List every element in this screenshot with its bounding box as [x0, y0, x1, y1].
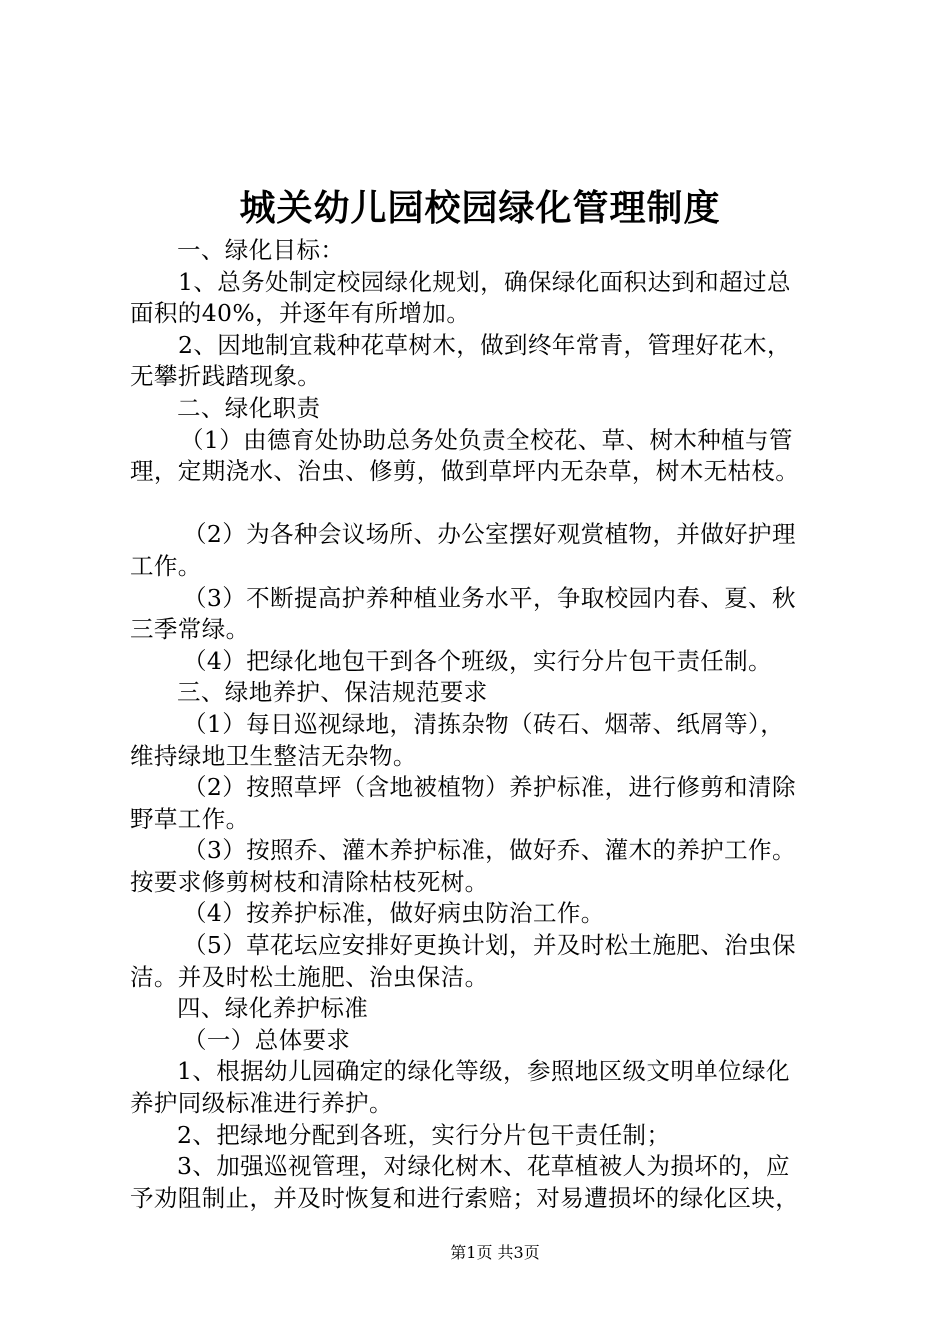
paragraph-line: 理，定期浇水、治虫、修剪，做到草坪内无杂草，树木无枯枝。 [130, 457, 800, 486]
paragraph-line: 无攀折践踏现象。 [130, 362, 322, 391]
paragraph-line: 洁。并及时松土施肥、治虫保洁。 [130, 962, 489, 991]
paragraph-line: 予劝阻制止，并及时恢复和进行索赔；对易遭损坏的绿化区块， [130, 1183, 800, 1212]
section-heading: 二、绿化职责 [177, 393, 321, 422]
paragraph-line: （1）由德育处协助总务处负责全校花、草、树木种植与管 [180, 425, 793, 454]
paragraph-line: （4）把绿化地包干到各个班级，实行分片包干责任制。 [183, 646, 772, 675]
section-heading: 三、绿地养护、保洁规范要求 [177, 678, 488, 707]
paragraph-line: 工作。 [130, 551, 202, 580]
blank-line [130, 488, 840, 520]
section-heading: 四、绿化养护标准 [177, 994, 369, 1023]
paragraph-line: 3、加强巡视管理，对绿化树木、花草植被人为损坏的，应 [177, 1152, 790, 1181]
paragraph-line: 按要求修剪树枝和清除枯枝死树。 [130, 867, 489, 896]
paragraph-line: 1、根据幼儿园确定的绿化等级，参照地区级文明单位绿化 [177, 1057, 790, 1086]
paragraph-line: （1）每日巡视绿地，清拣杂物（砖石、烟蒂、纸屑等）， [183, 709, 785, 738]
subsection-heading: （一）总体要求 [183, 1025, 351, 1054]
page-number-footer: 第1页 共3页 [450, 1243, 540, 1262]
paragraph-line: （3）按照乔、灌木养护标准，做好乔、灌木的养护工作。 [183, 836, 796, 865]
paragraph-line: 养护同级标准进行养护。 [130, 1089, 393, 1118]
paragraph-line: 维持绿地卫生整洁无杂物。 [130, 741, 417, 770]
paragraph-line: （2）按照草坪（含地被植物）养护标准，进行修剪和清除 [183, 773, 796, 802]
paragraph-line: 1、总务处制定校园绿化规划，确保绿化面积达到和超过总 [178, 267, 791, 296]
paragraph-line: （5）草花坛应安排好更换计划，并及时松土施肥、治虫保 [183, 931, 796, 960]
paragraph-line: 2、因地制宜栽种花草树木，做到终年常青，管理好花木， [178, 330, 791, 359]
paragraph-line: （4）按养护标准，做好病虫防治工作。 [183, 899, 605, 928]
document-body [130, 235, 840, 1214]
paragraph-line: （3）不断提高护养种植业务水平，争取校园内春、夏、秋 [183, 583, 796, 612]
document-title: 城关幼儿园校园绿化管理制度 [239, 187, 721, 229]
paragraph-line: 面积的40%，并逐年有所增加。 [130, 299, 471, 328]
paragraph-line: （2）为各种会议场所、办公室摆好观赏植物，并做好护理 [183, 520, 796, 549]
paragraph-line: 三季常绿。 [130, 615, 250, 644]
paragraph-line: 野草工作。 [130, 804, 250, 833]
paragraph-line: 2、把绿地分配到各班，实行分片包干责任制； [177, 1120, 671, 1149]
section-heading: 一、绿化目标： [177, 236, 345, 264]
